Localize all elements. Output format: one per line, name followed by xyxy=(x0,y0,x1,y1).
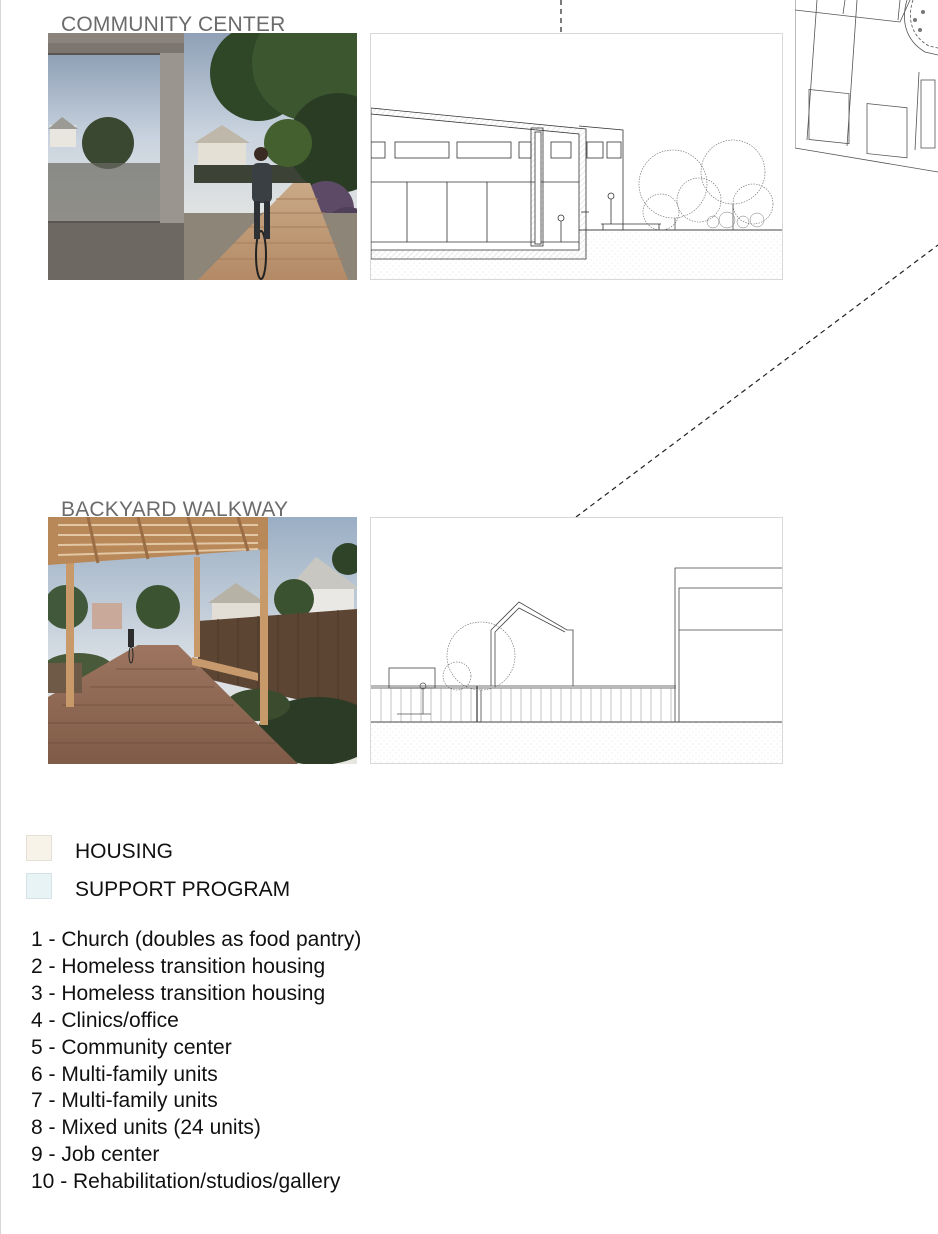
list-item: 6 - Multi-family units xyxy=(31,1062,218,1086)
legend-label-support-program: SUPPORT PROGRAM xyxy=(75,878,291,901)
list-item: 3 - Homeless transition housing xyxy=(31,981,326,1005)
community-center-section-drawing xyxy=(370,33,783,280)
list-item: 10 - Rehabilitation/studios/gallery xyxy=(31,1170,341,1194)
site-plan-fragment xyxy=(795,0,938,175)
list-item: 1 - Church (doubles as food pantry) xyxy=(31,928,362,951)
support-program-swatch xyxy=(26,873,52,899)
legend-label-housing: HOUSING xyxy=(75,840,174,863)
backyard-walkway-render xyxy=(48,517,357,764)
list-item: 9 - Job center xyxy=(31,1143,160,1167)
section-title-community-center: COMMUNITY CENTER xyxy=(61,13,286,36)
list-item: 7 - Multi-family units xyxy=(31,1089,218,1113)
backyard-walkway-section-drawing xyxy=(370,517,783,764)
program-list xyxy=(31,927,361,1196)
list-item: 8 - Mixed units (24 units) xyxy=(31,1116,261,1140)
list-item: 2 - Homeless transition housing xyxy=(31,954,326,978)
housing-swatch xyxy=(26,835,52,861)
list-item: 4 - Clinics/office xyxy=(31,1008,179,1032)
section-title-backyard-walkway: BACKYARD WALKWAY xyxy=(61,498,289,521)
community-center-render xyxy=(48,33,357,280)
list-item: 5 - Community center xyxy=(31,1035,232,1059)
page-border xyxy=(0,0,1,1234)
